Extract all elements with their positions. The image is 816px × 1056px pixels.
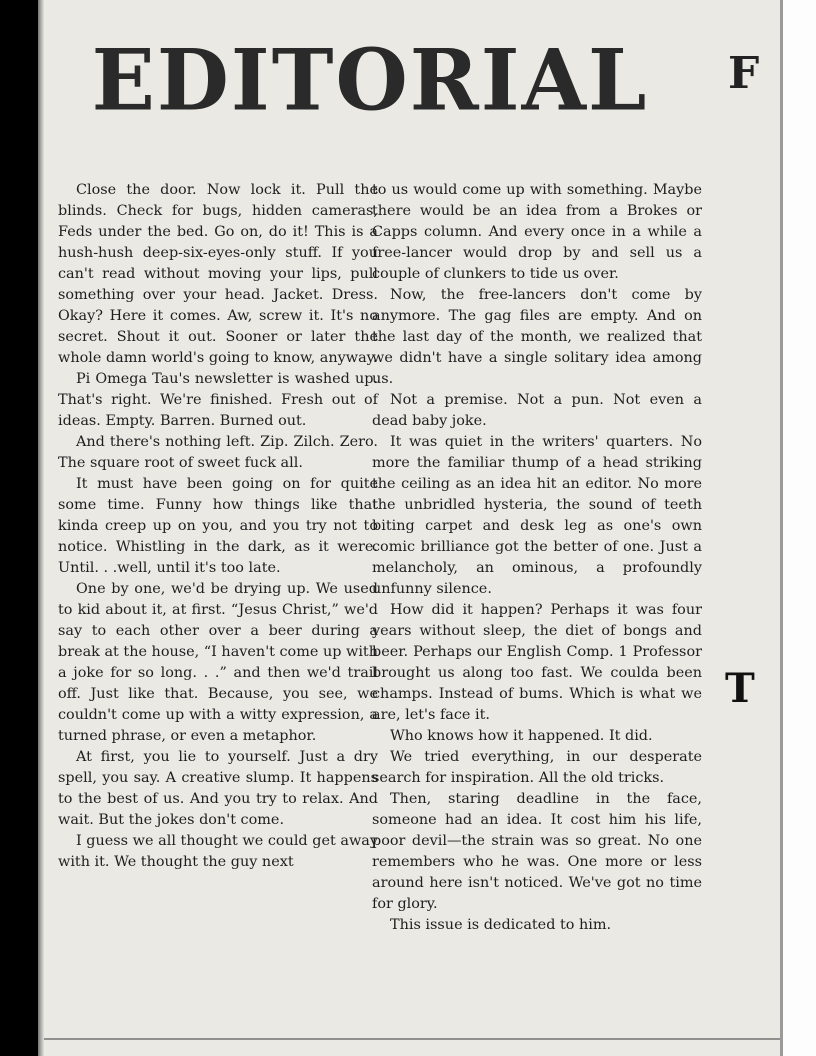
- article-column-right: [372, 180, 702, 936]
- paragraph: It must have been going on for quite some time. Funny how things like that kinda creep up on you, and you try not to notice. Whistling in the dark, as it were. Until. . .well, until it's too late.: [58, 476, 378, 576]
- paragraph: Pi Omega Tau's newsletter is washed up. That's right. We're finished. Fresh out of ideas. Empty. Barren. Burned out.: [58, 371, 378, 429]
- paragraph: Not a premise. Not a pun. Not even a dead baby joke.: [372, 392, 702, 429]
- paragraph: I guess we all thought we could get away with it. We thought the guy next: [58, 833, 378, 870]
- page-edge-shadow: [38, 0, 44, 1056]
- paragraph: One by one, we'd be drying up. We used to kid about it, at first. “Jesus Christ,” we'd say to each other over a beer during a break at the house, “I haven't come up with a joke for so long. . .” and then we'd trail off. Just like that. Because, you see, we couldn't come up with a witty expression, a turned phrase, or even a metaphor.: [58, 581, 378, 744]
- cropped-letter-middle: T: [725, 665, 755, 712]
- page-bottom-edge: [44, 1038, 780, 1040]
- paragraph: It was quiet in the writers' quarters. No more the familiar thump of a head striking the ceiling as an idea hit an editor. No more the unbridled hysteria, the sound of teeth biting carpet and desk leg as one's own comic brilliance got the better of one. Just a melancholy, an ominous, a profoundly unfunny silence.: [372, 434, 702, 597]
- cropped-letter-top: F: [728, 48, 760, 99]
- paragraph: Who knows how it happened. It did.: [390, 728, 653, 744]
- paragraph: Then, staring deadline in the face, someone had an idea. It cost him his life, poor devil—the strain was so great. No one remembers who he was. One more or less around here isn't noticed. We've got no time for glory.: [372, 791, 702, 912]
- paragraph: Close the door. Now lock it. Pull the blinds. Check for bugs, hidden cameras, Feds under the bed. Go on, do it! This is a hush-hush deep-six-eyes-only stuff. If you can't read without moving your lips, pull something over your head. Jacket. Dress. Okay? Here it comes. Aw, screw it. It's no secret. Shout it out. Sooner or later the whole damn world's going to know, anyway.: [58, 182, 378, 366]
- paragraph: We tried everything, in our desperate search for inspiration. All the old tricks.: [372, 749, 702, 786]
- headline: EDITORIAL: [91, 30, 649, 130]
- page-right-edge: [780, 0, 783, 1056]
- paragraph: to us would come up with something. Maybe there would be an idea from a Brokes or Capps column. And every once in a while a free-lancer would drop by and sell us a couple of clunkers to tide us over.: [372, 182, 702, 282]
- paragraph: This issue is dedicated to him.: [390, 917, 612, 933]
- margin-background: [780, 0, 816, 1056]
- paragraph: How did it happen? Perhaps it was four years without sleep, the diet of bongs and beer. Perhaps our English Comp. 1 Professor brought us along too fast. We coulda been champs. Instead of bums. Which is what we are, let's face it.: [372, 602, 702, 723]
- paragraph: At first, you lie to yourself. Just a dry spell, you say. A creative slump. It happens to the best of us. And you try to relax. And wait. But the jokes don't come.: [58, 749, 378, 828]
- paragraph: Now, the free-lancers don't come by anymore. The gag files are empty. And on the last day of the month, we realized that we didn't have a single solitary idea among us.: [372, 287, 702, 387]
- paragraph: And there's nothing left. Zip. Zilch. Zero. The square root of sweet fuck all.: [58, 434, 378, 471]
- article-column-left: [58, 180, 378, 873]
